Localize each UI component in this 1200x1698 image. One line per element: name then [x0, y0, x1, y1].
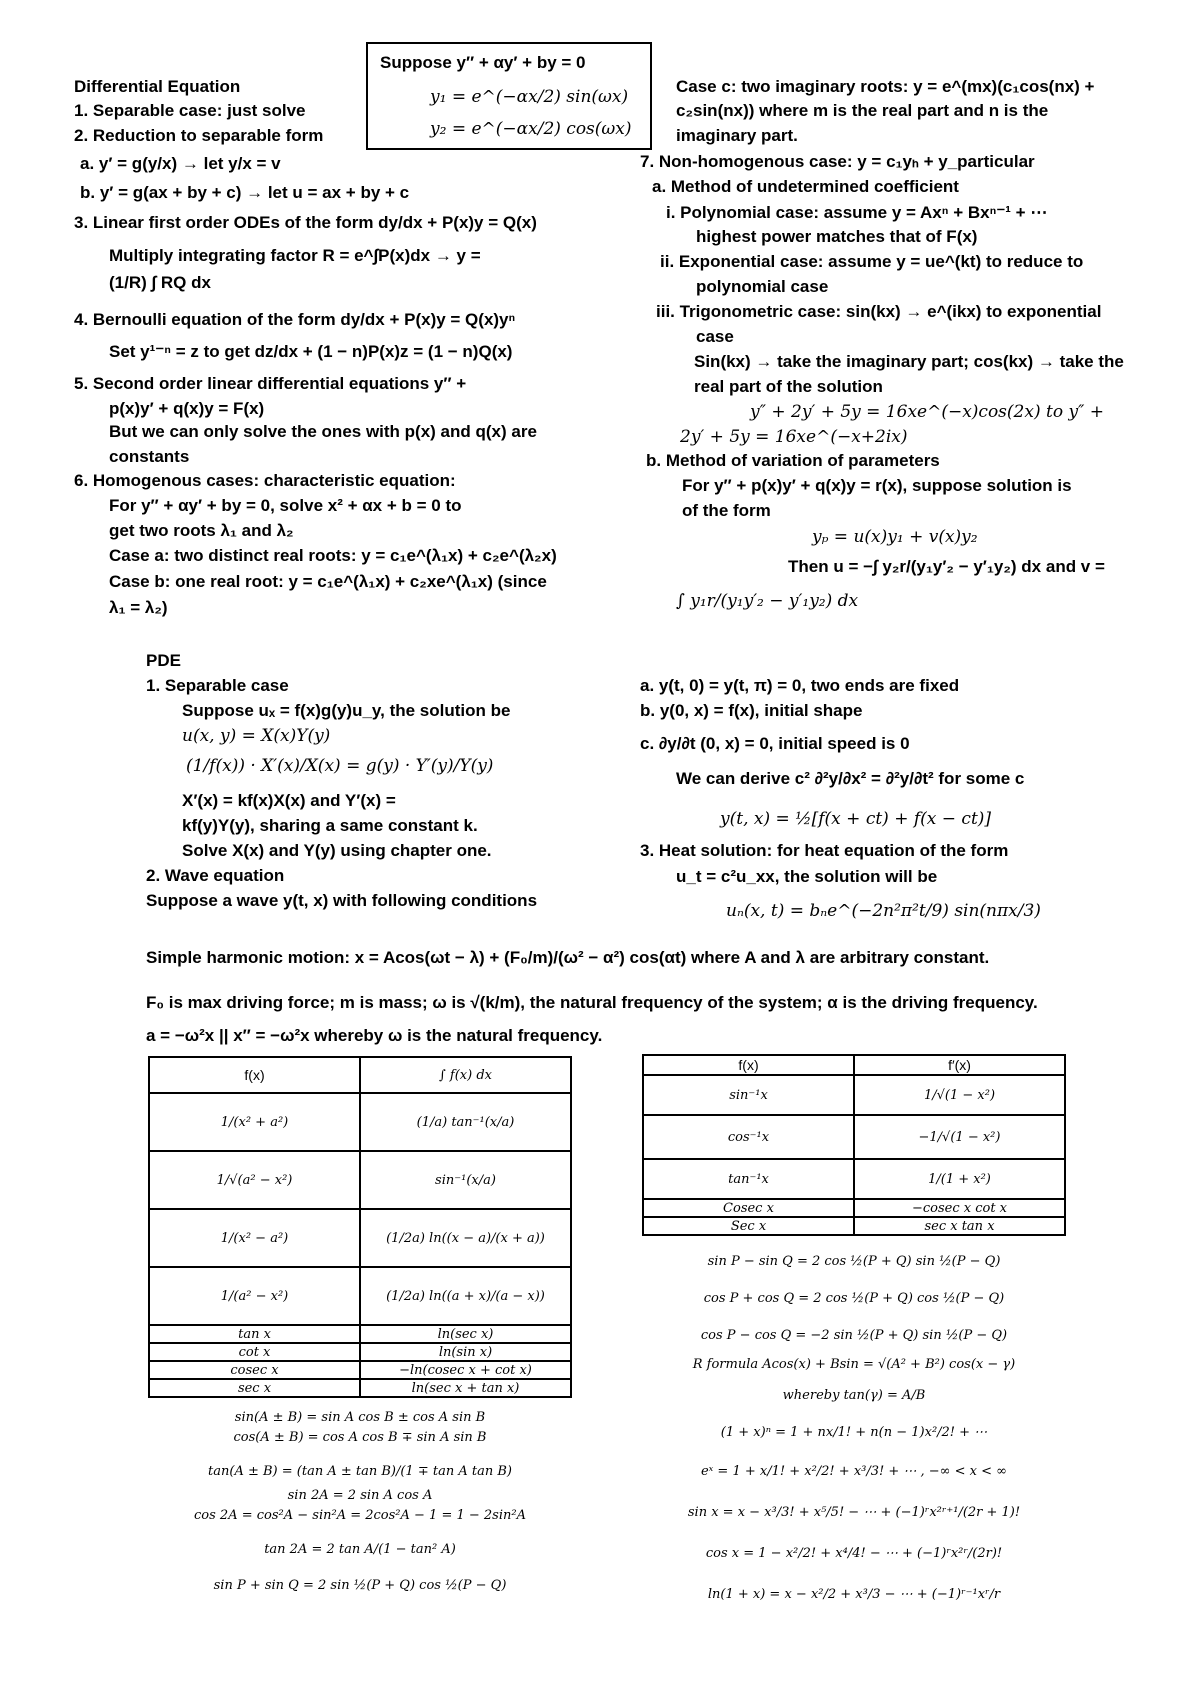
table-row: [643, 1199, 1065, 1217]
right-item: ∫ y₁r/(y₁y′₂ − y′₁y₂) dx: [676, 591, 859, 611]
table-cell: 1/√(a² − x²): [149, 1151, 360, 1209]
table-cell: cot x: [149, 1343, 360, 1361]
right-item: 7. Non-homogenous case: y = c₁yₕ + y_particular: [640, 152, 1035, 171]
table-cell: 1/√(1 − x²): [854, 1075, 1065, 1115]
table-row: [149, 1267, 571, 1325]
pde-title: PDE: [146, 651, 181, 670]
table-cell: (1/a) tan⁻¹(x/a): [360, 1093, 571, 1151]
right-item: i. Polynomial case: assume y = Axⁿ + Bxⁿ⁻¹ + ⋯: [666, 203, 1048, 222]
table-cell: tan x: [149, 1325, 360, 1343]
table-cell: sec x: [149, 1379, 360, 1397]
right-item: Then u = −∫ y₂r/(y₁y′₂ − y′₁y₂) dx and v =: [788, 557, 1105, 576]
ode-item: 1. Separable case: just solve: [74, 101, 306, 120]
right-item: a. Method of undetermined coefficient: [652, 177, 959, 196]
table-cell: Cosec x: [643, 1199, 854, 1217]
ode-item: Case b: one real root: y = c₁e^(λ₁x) + c₂xe^(λ₁x) (since: [109, 572, 547, 591]
table-cell: (1/2a) ln((x − a)/(x + a)): [360, 1209, 571, 1267]
trig-right: cos x = 1 − x²/2! + x⁴/4! − ⋯ + (−1)ʳx²ʳ/(2r)!: [705, 1546, 1003, 1561]
table-header: f′(x): [854, 1055, 1065, 1075]
ode-item: 5. Second order linear differential equations y″ +: [74, 374, 467, 393]
right-item: ii. Exponential case: assume y = ue^(kt) to reduce to: [660, 252, 1084, 271]
ode-item: Set y¹⁻ⁿ = z to get dz/dx + (1 − n)P(x)z = (1 − n)Q(x): [109, 342, 513, 361]
trig-left: tan(A ± B) = (tan A ± tan B)/(1 ∓ tan A tan B): [208, 1464, 512, 1479]
right-item: yₚ = u(x)y₁ + v(x)y₂: [812, 527, 978, 547]
trig-left: sin(A ± B) = sin A cos B ± cos A sin B: [234, 1410, 486, 1425]
table-cell: cos⁻¹x: [643, 1115, 854, 1159]
ode-item: get two roots λ₁ and λ₂: [109, 521, 294, 540]
table-header-row: [643, 1055, 1065, 1075]
table-row: [149, 1343, 571, 1361]
pde-item: X′(x) = kf(x)X(x) and Y′(x) =: [182, 791, 396, 810]
pde-item: u(x, y) = X(x)Y(y): [182, 726, 331, 746]
trig-right: sin P − sin Q = 2 cos ½(P + Q) sin ½(P − Q): [707, 1254, 1001, 1269]
ode-item: a. y′ = g(y/x) → let y/x = v: [80, 154, 281, 173]
table-cell: tan⁻¹x: [643, 1159, 854, 1199]
table-cell: −ln(cosec x + cot x): [360, 1361, 571, 1379]
trig-left: cos 2A = cos²A − sin²A = 2cos²A − 1 = 1 − 2sin²A: [194, 1508, 526, 1523]
wave-item: a. y(t, 0) = y(t, π) = 0, two ends are fixed: [640, 676, 960, 695]
table-cell: 1/(x² − a²): [149, 1209, 360, 1267]
integral-table: [148, 1056, 572, 1398]
ode-item: constants: [109, 447, 190, 466]
trig-right: (1 + x)ⁿ = 1 + nx/1! + n(n − 1)x²/2! + ⋯: [720, 1425, 988, 1440]
suppose-line-2: y₁ = e^(−αx/2) sin(ωx): [430, 87, 629, 107]
trig-left: sin P + sin Q = 2 sin ½(P + Q) cos ½(P − Q): [213, 1578, 507, 1593]
table-row: [643, 1115, 1065, 1159]
table-cell: sin⁻¹(x/a): [360, 1151, 571, 1209]
table-cell: Sec x: [643, 1217, 854, 1235]
pde-item: Solve X(x) and Y(y) using chapter one.: [182, 841, 492, 860]
ode-item: p(x)y′ + q(x)y = F(x): [109, 399, 265, 418]
table-cell: ln(sec x + tan x): [360, 1379, 571, 1397]
shm-line-3: a = −ω²x || x″ = −ω²x whereby ω is the natural frequency.: [146, 1026, 603, 1045]
wave-item: 3. Heat solution: for heat equation of the form: [640, 841, 1009, 860]
right-item: For y″ + p(x)y′ + q(x)y = r(x), suppose solution is: [682, 476, 1072, 495]
trig-right: whereby tan(γ) = A/B: [782, 1388, 926, 1403]
table-row: [149, 1325, 571, 1343]
suppose-line-3: y₂ = e^(−αx/2) cos(ωx): [430, 119, 632, 139]
pde-item: (1/f(x)) · X′(x)/X(x) = g(y) · Y′(y)/Y(y): [186, 756, 494, 776]
table-row: [643, 1075, 1065, 1115]
suppose-line-1: Suppose y″ + αy′ + by = 0: [380, 53, 586, 72]
trig-left: tan 2A = 2 tan A/(1 − tan² A): [264, 1542, 456, 1557]
right-item: c₂sin(nx)) where m is the real part and n is the: [676, 101, 1049, 120]
ode-item: 6. Homogenous cases: characteristic equation:: [74, 471, 456, 490]
ode-item: 4. Bernoulli equation of the form dy/dx + P(x)y = Q(x)yⁿ: [74, 310, 516, 329]
shm-line-1: Simple harmonic motion: x = Acos(ωt − λ) + (F₀/m)/(ω² − α²) cos(αt) where A and λ are arbitrary constant.: [146, 948, 990, 967]
table-cell: cosec x: [149, 1361, 360, 1379]
ode-item: 2. Reduction to separable form: [74, 126, 324, 145]
table-cell: −1/√(1 − x²): [854, 1115, 1065, 1159]
wave-item: u_t = c²u_xx, the solution will be: [676, 867, 938, 886]
ode-item: Multiply integrating factor R = e^∫P(x)dx → y =: [109, 246, 481, 265]
table-header: f(x): [643, 1055, 854, 1075]
ode-title: Differential Equation: [74, 77, 241, 96]
trig-left: sin 2A = 2 sin A cos A: [287, 1488, 433, 1503]
table-row: [643, 1217, 1065, 1235]
trig-right: ln(1 + x) = x − x²/2 + x³/3 − ⋯ + (−1)ʳ⁻¹xʳ/r: [707, 1587, 1001, 1602]
right-item: Case c: two imaginary roots: y = e^(mx)(c₁cos(nx) +: [676, 77, 1095, 96]
right-item: case: [696, 327, 734, 346]
table-header: f(x): [149, 1057, 360, 1093]
trig-left: cos(A ± B) = cos A cos B ∓ sin A sin B: [233, 1430, 487, 1445]
pde-item: 2. Wave equation: [146, 866, 285, 885]
shm-line-2: F₀ is max driving force; m is mass; ω is √(k/m), the natural frequency of the system; α is the driving frequency.: [146, 993, 1038, 1012]
wave-item: c. ∂y/∂t (0, x) = 0, initial speed is 0: [640, 734, 910, 753]
right-item: Sin(kx) → take the imaginary part; cos(kx) → take the: [694, 352, 1124, 371]
table-cell: −cosec x cot x: [854, 1199, 1065, 1217]
ode-item: But we can only solve the ones with p(x) and q(x) are: [109, 422, 537, 441]
table-cell: (1/2a) ln((a + x)/(a − x)): [360, 1267, 571, 1325]
ode-item: b. y′ = g(ax + by + c) → let u = ax + by + c: [80, 183, 410, 202]
ode-item: 3. Linear first order ODEs of the form dy/dx + P(x)y = Q(x): [74, 213, 537, 232]
table-cell: sin⁻¹x: [643, 1075, 854, 1115]
table-cell: ln(sin x): [360, 1343, 571, 1361]
trig-right: sin x = x − x³/3! + x⁵/5! − ⋯ + (−1)ʳx²ʳ⁺¹/(2r + 1)!: [687, 1505, 1021, 1520]
table-cell: 1/(x² + a²): [149, 1093, 360, 1151]
ode-item: (1/R) ∫ RQ dx: [109, 273, 211, 292]
right-item: polynomial case: [696, 277, 829, 296]
right-item: iii. Trigonometric case: sin(kx) → e^(ikx) to exponential: [656, 302, 1102, 321]
pde-item: kf(y)Y(y), sharing a same constant k.: [182, 816, 478, 835]
trig-right: R formula Acos(x) + Bsin = √(A² + B²) cos(x − γ): [692, 1357, 1016, 1372]
ode-item: λ₁ = λ₂): [109, 598, 168, 617]
table-cell: sec x tan x: [854, 1217, 1065, 1235]
right-item: b. Method of variation of parameters: [646, 451, 940, 470]
right-item: 2y′ + 5y = 16xe^(−x+2ix): [680, 427, 908, 447]
table-row: [149, 1209, 571, 1267]
table-cell: 1/(a² − x²): [149, 1267, 360, 1325]
wave-item: b. y(0, x) = f(x), initial shape: [640, 701, 863, 720]
right-item: y″ + 2y′ + 5y = 16xe^(−x)cos(2x) to y″ +: [750, 402, 1105, 422]
pde-item: 1. Separable case: [146, 676, 289, 695]
table-header: ∫ f(x) dx: [360, 1057, 571, 1093]
table-cell: 1/(1 + x²): [854, 1159, 1065, 1199]
table-row: [149, 1379, 571, 1397]
trig-right: cos P + cos Q = 2 cos ½(P + Q) cos ½(P − Q): [703, 1291, 1005, 1306]
wave-item: y(t, x) = ½[f(x + ct) + f(x − ct)]: [720, 809, 992, 829]
table-header-row: [149, 1057, 571, 1093]
table-row: [643, 1159, 1065, 1199]
table-cell: ln(sec x): [360, 1325, 571, 1343]
right-item: highest power matches that of F(x): [696, 227, 978, 246]
right-item: imaginary part.: [676, 126, 798, 145]
pde-item: Suppose a wave y(t, x) with following conditions: [146, 891, 538, 910]
table-row: [149, 1151, 571, 1209]
pde-item: Suppose uₓ = f(x)g(y)u_y, the solution be: [182, 701, 511, 720]
ode-item: Case a: two distinct real roots: y = c₁e^(λ₁x) + c₂e^(λ₂x): [109, 546, 557, 565]
ode-item: For y″ + αy′ + by = 0, solve x² + αx + b = 0 to: [109, 496, 462, 515]
right-item: real part of the solution: [694, 377, 883, 396]
table-row: [149, 1361, 571, 1379]
table-row: [149, 1093, 571, 1151]
derivative-table: [642, 1054, 1066, 1236]
trig-right: eˣ = 1 + x/1! + x²/2! + x³/3! + ⋯ , −∞ < x < ∞: [700, 1464, 1007, 1479]
wave-item: uₙ(x, t) = bₙe^(−2n²π²t/9) sin(nπx/3): [726, 901, 1041, 921]
right-item: of the form: [682, 501, 771, 520]
wave-item: We can derive c² ∂²y/∂x² = ∂²y/∂t² for some c: [676, 769, 1025, 788]
trig-right: cos P − cos Q = −2 sin ½(P + Q) sin ½(P − Q): [700, 1328, 1008, 1343]
